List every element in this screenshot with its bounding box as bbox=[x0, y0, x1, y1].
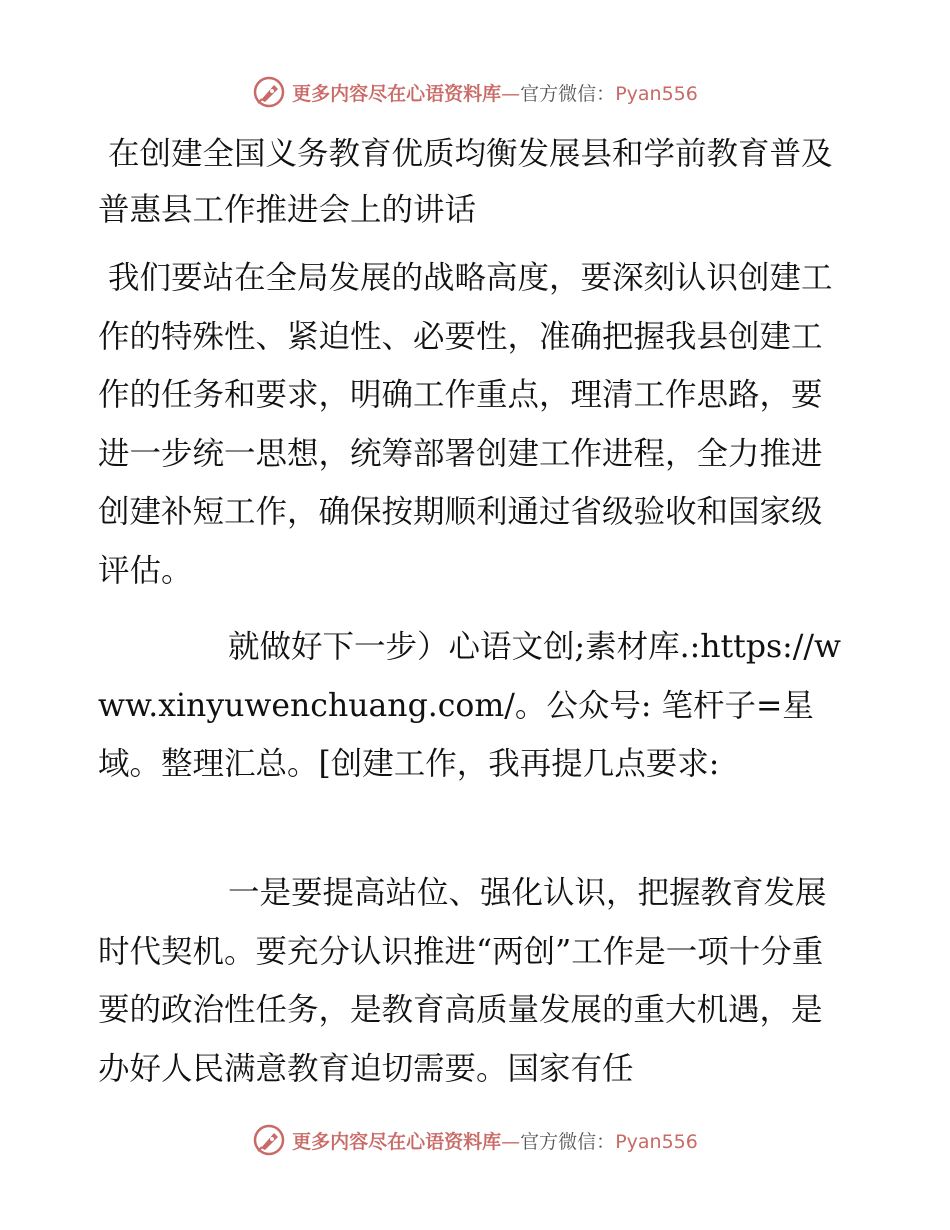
watermark-official-label: 官方微信： bbox=[520, 82, 616, 105]
watermark-text bbox=[292, 1127, 698, 1154]
watermark-official-label: 官方微信： bbox=[520, 1130, 616, 1153]
pen-nib-logo-icon bbox=[252, 1123, 286, 1157]
paragraph-1: 我们要站在全局发展的战略高度，要深刻认识创建工作的特殊性、紧迫性、必要性，准确把握我县创建工作的任务和要求，明确工作重点，理清工作思路，要进一步统一思想，统筹部署创建工作进程，全力推进创建补短工作，确保按期顺利通过省级验收和国家级评估。 bbox=[98, 260, 833, 589]
footer-watermark bbox=[0, 1120, 950, 1160]
document-title: 在创建全国义务教育优质均衡发展县和学前教育普及普惠县工作推进会上的讲话 bbox=[98, 136, 833, 228]
watermark-wechat-id: Pyan556 bbox=[615, 82, 698, 105]
watermark-dash: — bbox=[501, 1130, 521, 1153]
header-watermark bbox=[0, 72, 950, 112]
paragraph-2: 就做好下一步）心语文创;素材库.:https://www.xinyuwenchuang.com/。公众号: 笔杆子=星域。整理汇总。[创建工作，我再提几点要求: bbox=[98, 629, 841, 782]
pen-nib-logo-icon bbox=[252, 75, 286, 109]
watermark-dash: — bbox=[501, 82, 521, 105]
paragraph-3: 一是要提高站位、强化认识，把握教育发展时代契机。要充分认识推进“两创”工作是一项十分重要的政治性任务，是教育高质量发展的重大机遇，是办好人民满意教育迫切需要。国家有任 bbox=[98, 875, 827, 1087]
watermark-brand: 更多内容尽在心语资料库 bbox=[292, 1130, 502, 1153]
watermark-wechat-id: Pyan556 bbox=[615, 1130, 698, 1153]
watermark-brand: 更多内容尽在心语资料库 bbox=[292, 82, 502, 105]
watermark-text bbox=[292, 79, 698, 106]
